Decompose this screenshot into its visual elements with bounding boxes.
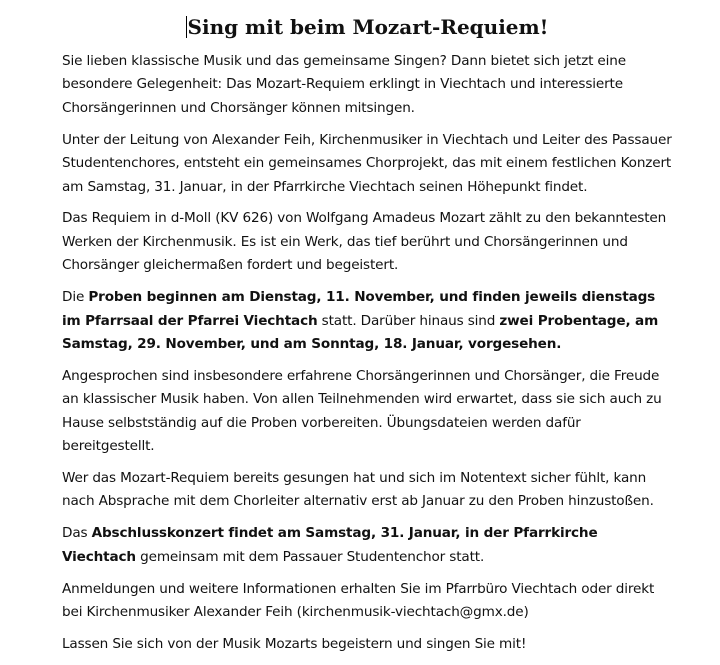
document-title[interactable] (62, 13, 672, 41)
rehearsals-dates-bold: Proben beginnen am Dienstag, 11. November, und finden jeweils dienstags im Pfarrsaal der Pfarrei Viechtach (62, 289, 656, 329)
paragraph-intro: Sie lieben klassische Musik und das gemeinsame Singen? Dann bietet sich jetzt eine besondere Gelegenheit: Das Mozart-Requiem erklingt in Viechtach und interessierte Chorsängerinnen und Chorsänger können mitsingen. (62, 53, 626, 116)
text-cursor (186, 16, 187, 38)
paragraph-registration: Anmeldungen und weitere Informationen erhalten Sie im Pfarrbüro Viechtach oder direkt bei Kirchenmusiker Alexander Feih (kirchenmusik-viechtach@gmx.de) (62, 580, 655, 621)
concert-suffix: gemeinsam mit dem Passauer Studentenchor statt. (135, 548, 485, 565)
title-text: Sing mit beim Mozart-Requiem! (187, 15, 549, 39)
rehearsals-prefix: Die (62, 289, 89, 306)
concert-date-bold: Abschlusskonzert findet am Samstag, 31. Januar, in der Pfarrkirche Viechtach (62, 525, 598, 565)
rehearsal-days-bold: zwei Probentage, am Samstag, 29. November, und am Sonntag, 18. Januar, vorgesehen. (62, 312, 659, 352)
concert-prefix: Das (62, 525, 92, 542)
paragraph-late-join: Wer das Mozart-Requiem bereits gesungen hat und sich im Notentext sicher fühlt, kann nach Absprache mit dem Chorleiter alternativ erst ab Januar zu den Proben hinzustoßen. (62, 470, 654, 510)
paragraph-rehearsals (62, 286, 672, 356)
rehearsals-middle: statt. Darüber hinaus sind (317, 312, 500, 329)
paragraph-closing: Lassen Sie sich von der Musik Mozarts begeistern und singen Sie mit! (62, 635, 527, 652)
document-body[interactable] (62, 0, 672, 665)
paragraph-requiem: Das Requiem in d-Moll (KV 626) von Wolfgang Amadeus Mozart zählt zu den bekanntesten Werken der Kirchenmusik. Es ist ein Werk, das tief berührt und Chorsängerinnen und Chorsänger gleichermaßen fordert und begeistert. (62, 210, 667, 274)
paragraph-audience: Angesprochen sind insbesondere erfahrene Chorsängerinnen und Chorsänger, die Freude an klassischer Musik haben. Von allen Teilnehmenden wird erwartet, dass sie sich auch zu Hause selbstständig auf die Proben vorbereiten. Übungsdateien werden dafür bereitgestellt. (62, 367, 662, 455)
paragraph-concert (62, 522, 672, 569)
paragraph-leadership: Unter der Leitung von Alexander Feih, Kirchenmusiker in Viechtach und Leiter des Passauer Studentenchores, entsteht ein gemeinsames Chorprojekt, das mit einem festlichen Konzert am Samstag, 31. Januar, in der Pfarrkirche Viechtach seinen Höhepunkt findet. (62, 131, 672, 195)
